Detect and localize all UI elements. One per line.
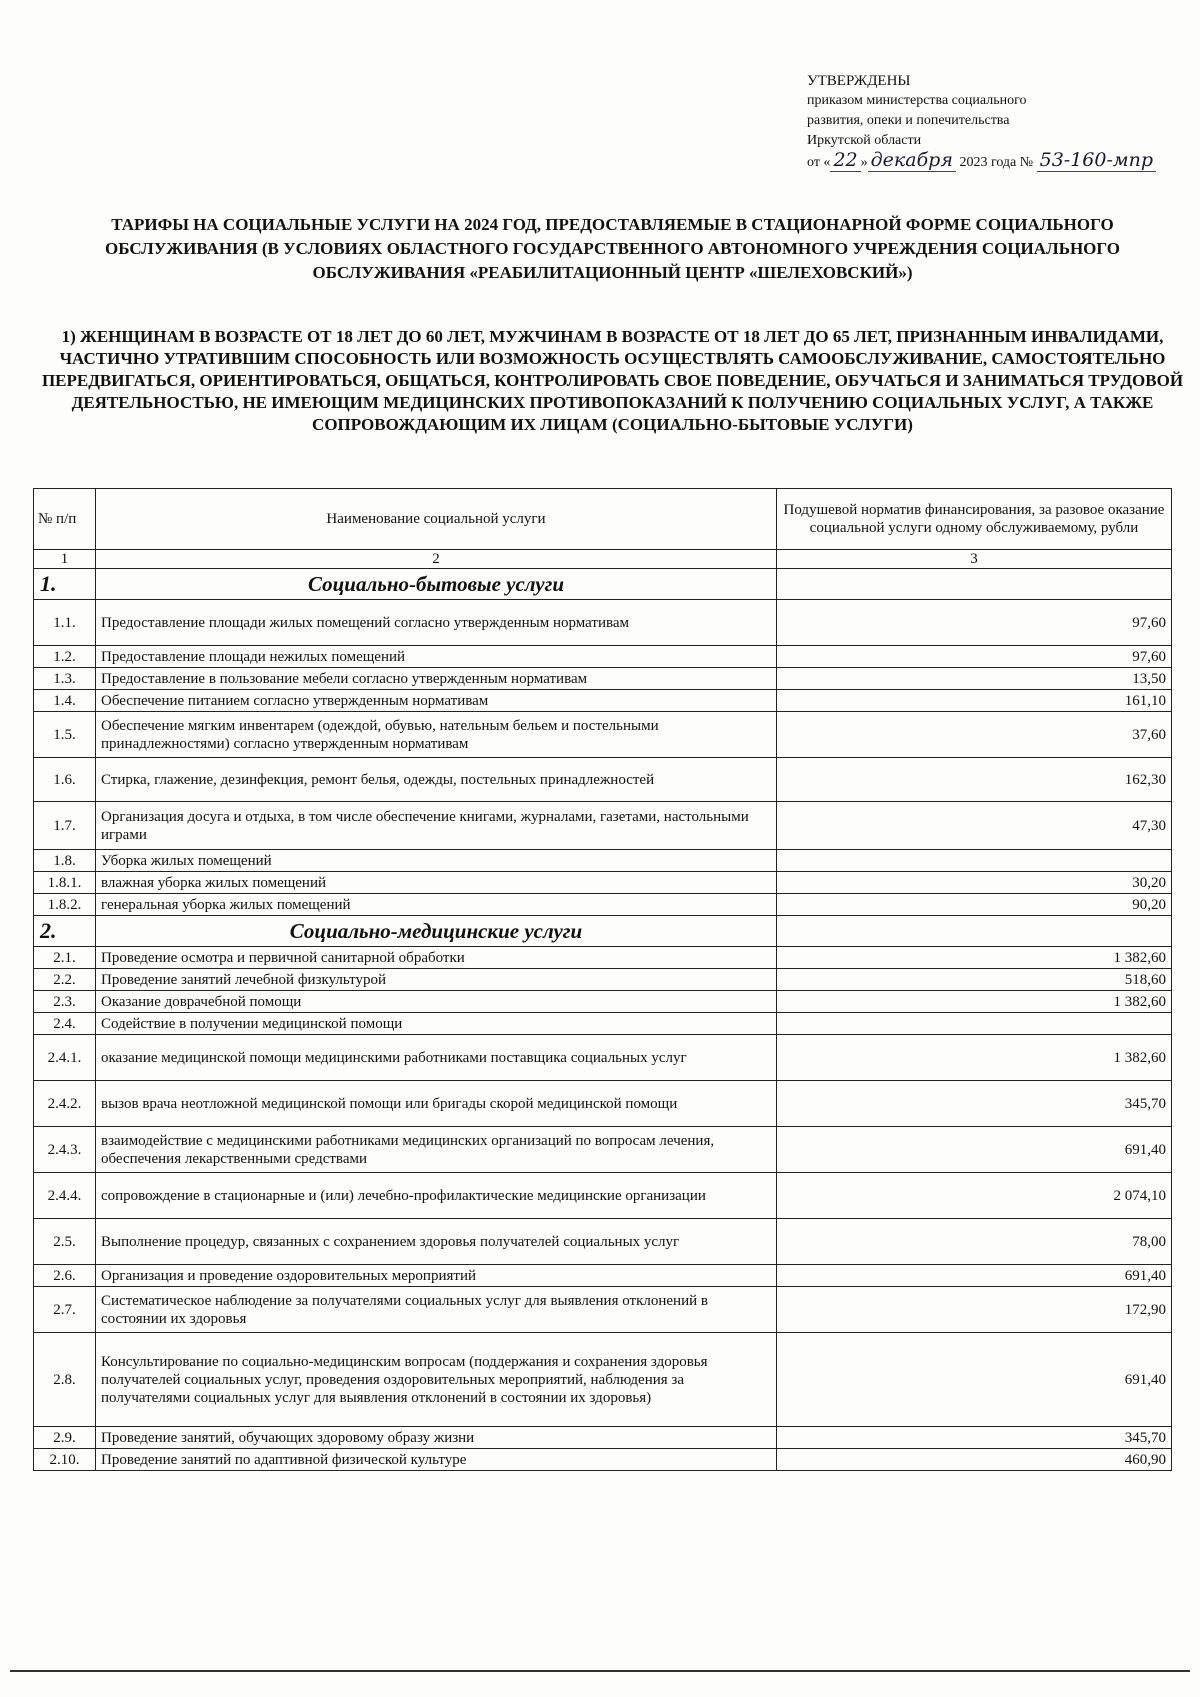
table-row <box>34 1333 1172 1427</box>
row-number: 1.3. <box>34 668 96 690</box>
row-number: 1.5. <box>34 712 96 758</box>
section-title: Социально-бытовые услуги <box>96 569 777 600</box>
section-row <box>34 569 1172 600</box>
service-name: оказание медицинской помощи медицинскими работниками поставщика социальных услуг <box>96 1035 777 1081</box>
rate-value: 1 382,60 <box>777 1035 1172 1081</box>
row-number: 2.10. <box>34 1449 96 1471</box>
table-row <box>34 712 1172 758</box>
service-name: Систематическое наблюдение за получателями социальных услуг для выявления отклонений в состоянии их здоровья <box>96 1287 777 1333</box>
table-row <box>34 1287 1172 1333</box>
rate-value: 345,70 <box>777 1427 1172 1449</box>
approval-line: Иркутской области <box>807 133 922 148</box>
row-number: 2.2. <box>34 969 96 991</box>
table-row <box>34 1127 1172 1173</box>
table-row <box>34 872 1172 894</box>
rate-value <box>777 850 1172 872</box>
approval-line: развития, опеки и попечительства <box>807 113 1010 128</box>
service-name: Проведение занятий, обучающих здоровому образу жизни <box>96 1427 777 1449</box>
column-numbers-row <box>34 550 1172 569</box>
row-number: 2.3. <box>34 991 96 1013</box>
approval-heading: УТВЕРЖДЕНЫ <box>807 73 911 89</box>
column-number: 2 <box>96 550 777 569</box>
row-number: 2.4.4. <box>34 1173 96 1219</box>
service-name: Предоставление в пользование мебели согласно утвержденным нормативам <box>96 668 777 690</box>
table-row <box>34 850 1172 872</box>
service-name: взаимодействие с медицинскими работниками медицинских организаций по вопросам лечения, обеспечения лекарственными средствами <box>96 1127 777 1173</box>
table-row <box>34 1449 1172 1471</box>
row-number: 1.6. <box>34 758 96 802</box>
service-name: влажная уборка жилых помещений <box>96 872 777 894</box>
table-row <box>34 947 1172 969</box>
section-title: Социально-медицинские услуги <box>96 916 777 947</box>
rate-value: 691,40 <box>777 1265 1172 1287</box>
table-row <box>34 1427 1172 1449</box>
row-number: 2.4.1. <box>34 1035 96 1081</box>
rate-value <box>777 569 1172 600</box>
rate-value: 30,20 <box>777 872 1172 894</box>
service-name: Оказание доврачебной помощи <box>96 991 777 1013</box>
table-row <box>34 969 1172 991</box>
table-body <box>34 569 1172 1471</box>
rate-value: 13,50 <box>777 668 1172 690</box>
service-name: Проведение осмотра и первичной санитарной обработки <box>96 947 777 969</box>
table-row <box>34 668 1172 690</box>
rate-value: 78,00 <box>777 1219 1172 1265</box>
table-row <box>34 991 1172 1013</box>
row-number: 2.4.2. <box>34 1081 96 1127</box>
table-row <box>34 646 1172 668</box>
row-number: 2.9. <box>34 1427 96 1449</box>
service-name: Обеспечение питанием согласно утвержденным нормативам <box>96 690 777 712</box>
rate-value: 691,40 <box>777 1333 1172 1427</box>
rate-value: 1 382,60 <box>777 947 1172 969</box>
row-number: 2.7. <box>34 1287 96 1333</box>
approval-block <box>807 71 1187 173</box>
service-name: Стирка, глажение, дезинфекция, ремонт белья, одежды, постельных принадлежностей <box>96 758 777 802</box>
service-name: Консультирование по социально-медицинским вопросам (поддержания и сохранения здоровья получателей социальных услуг, проведения оздоровительных мероприятий, наблюдения за получателями социальных услуг для выявления отклонений в состоянии их здоровья) <box>96 1333 777 1427</box>
rate-value: 1 382,60 <box>777 991 1172 1013</box>
rate-value: 97,60 <box>777 646 1172 668</box>
row-number: 1.7. <box>34 802 96 850</box>
date-prefix: от « <box>807 155 831 170</box>
section-row <box>34 916 1172 947</box>
service-name: сопровождение в стационарные и (или) лечебно-профилактические медицинские организации <box>96 1173 777 1219</box>
table-row <box>34 1035 1172 1081</box>
rate-value: 2 074,10 <box>777 1173 1172 1219</box>
tariffs-table <box>33 488 1172 1471</box>
rate-value: 518,60 <box>777 969 1172 991</box>
table-row <box>34 802 1172 850</box>
header-rate: Подушевой норматив финансирования, за разовое оказание социальной услуги одному обслуживаемому, рубли <box>777 489 1172 550</box>
table-row <box>34 1173 1172 1219</box>
table-row <box>34 894 1172 916</box>
rate-value: 90,20 <box>777 894 1172 916</box>
handwritten-day: 22 <box>830 149 860 172</box>
row-number: 2.4.3. <box>34 1127 96 1173</box>
document-subtitle: 1) ЖЕНЩИНАМ В ВОЗРАСТЕ ОТ 18 ЛЕТ ДО 60 ЛЕТ, МУЖЧИНАМ В ВОЗРАСТЕ ОТ 18 ЛЕТ ДО 65 ЛЕТ, ПРИЗНАННЫМ ИНВАЛИДАМИ, ЧАСТИЧНО УТРАТИВШИМ СПОСОБНОСТЬ ИЛИ ВОЗМОЖНОСТЬ ОСУЩЕСТВЛЯТЬ САМООБСЛУЖИВАНИЕ, САМОСТОЯТЕЛЬНО ПЕРЕДВИГАТЬСЯ, ОРИЕНТИРОВАТЬСЯ, ОБЩАТЬСЯ, КОНТРОЛИРОВАТЬ СВОЕ ПОВЕДЕНИЕ, ОБУЧАТЬСЯ И ЗАНИМАТЬСЯ ТРУДОВОЙ ДЕЯТЕЛЬНОСТЬЮ, НЕ ИМЕЮЩИМ МЕДИЦИНСКИХ ПРОТИВОПОКАЗАНИЙ К ПОЛУЧЕНИЮ СОЦИАЛЬНЫХ УСЛУГ, А ТАКЖЕ СОПРОВОЖДАЮЩИМ ИХ ЛИЦАМ (СОЦИАЛЬНО-БЫТОВЫЕ УСЛУГИ) <box>41 327 1184 434</box>
row-number: 2.5. <box>34 1219 96 1265</box>
service-name: Предоставление площади жилых помещений согласно утвержденным нормативам <box>96 600 777 646</box>
column-number: 3 <box>777 550 1172 569</box>
handwritten-month: декабря <box>868 149 956 172</box>
header-service-name: Наименование социальной услуги <box>96 489 777 550</box>
rate-value: 345,70 <box>777 1081 1172 1127</box>
rate-value: 161,10 <box>777 690 1172 712</box>
service-name: Выполнение процедур, связанных с сохранением здоровья получателей социальных услуг <box>96 1219 777 1265</box>
table-row <box>34 1219 1172 1265</box>
service-name: Содействие в получении медицинской помощи <box>96 1013 777 1035</box>
rate-value <box>777 916 1172 947</box>
service-name: Организация досуга и отдыха, в том числе обеспечение книгами, журналами, газетами, настольными играми <box>96 802 777 850</box>
table-row <box>34 1265 1172 1287</box>
rate-value: 460,90 <box>777 1449 1172 1471</box>
rate-value: 691,40 <box>777 1127 1172 1173</box>
column-number: 1 <box>34 550 96 569</box>
table-row <box>34 1081 1172 1127</box>
table-row <box>34 758 1172 802</box>
row-number: 1.4. <box>34 690 96 712</box>
rate-value: 37,60 <box>777 712 1172 758</box>
rate-value: 97,60 <box>777 600 1172 646</box>
row-number: 1.2. <box>34 646 96 668</box>
table-row <box>34 690 1172 712</box>
row-number: 1. <box>34 569 96 600</box>
rate-value: 162,30 <box>777 758 1172 802</box>
service-name: Обеспечение мягким инвентарем (одеждой, обувью, нательным бельем и постельными принадлежностями) согласно утвержденным нормативам <box>96 712 777 758</box>
row-number: 1.8.1. <box>34 872 96 894</box>
approval-date-line <box>807 151 1187 173</box>
rate-value: 47,30 <box>777 802 1172 850</box>
date-year: 2023 года № <box>959 155 1034 170</box>
rate-value <box>777 1013 1172 1035</box>
document-title: ТАРИФЫ НА СОЦИАЛЬНЫЕ УСЛУГИ НА 2024 ГОД, ПРЕДОСТАВЛЯЕМЫЕ В СТАЦИОНАРНОЙ ФОРМЕ СОЦИАЛЬНОГО ОБСЛУЖИВАНИЯ (В УСЛОВИЯХ ОБЛАСТНОГО ГОСУДАРСТВЕННОГО АВТОНОМНОГО УЧРЕЖДЕНИЯ СОЦИАЛЬНОГО ОБСЛУЖИВАНИЯ «РЕАБИЛИТАЦИОННЫЙ ЦЕНТР «ШЕЛЕХОВСКИЙ») <box>104 215 1121 282</box>
handwritten-order-number: 53-160-мпр <box>1037 149 1156 172</box>
page-bottom-rule <box>10 1670 1190 1672</box>
service-name: Предоставление площади нежилых помещений <box>96 646 777 668</box>
row-number: 2.1. <box>34 947 96 969</box>
rate-value: 172,90 <box>777 1287 1172 1333</box>
row-number: 2.4. <box>34 1013 96 1035</box>
service-name: генеральная уборка жилых помещений <box>96 894 777 916</box>
service-name: Организация и проведение оздоровительных мероприятий <box>96 1265 777 1287</box>
table-header-row <box>34 489 1172 550</box>
row-number: 2. <box>34 916 96 947</box>
header-number: № п/п <box>34 489 96 550</box>
date-mid: » <box>860 155 868 170</box>
service-name: Проведение занятий по адаптивной физической культуре <box>96 1449 777 1471</box>
row-number: 1.8. <box>34 850 96 872</box>
service-name: Проведение занятий лечебной физкультурой <box>96 969 777 991</box>
row-number: 2.8. <box>34 1333 96 1427</box>
row-number: 1.8.2. <box>34 894 96 916</box>
service-name: Уборка жилых помещений <box>96 850 777 872</box>
row-number: 1.1. <box>34 600 96 646</box>
table-row <box>34 1013 1172 1035</box>
table-row <box>34 600 1172 646</box>
row-number: 2.6. <box>34 1265 96 1287</box>
approval-line: приказом министерства социального <box>807 93 1027 108</box>
service-name: вызов врача неотложной медицинской помощи или бригады скорой медицинской помощи <box>96 1081 777 1127</box>
